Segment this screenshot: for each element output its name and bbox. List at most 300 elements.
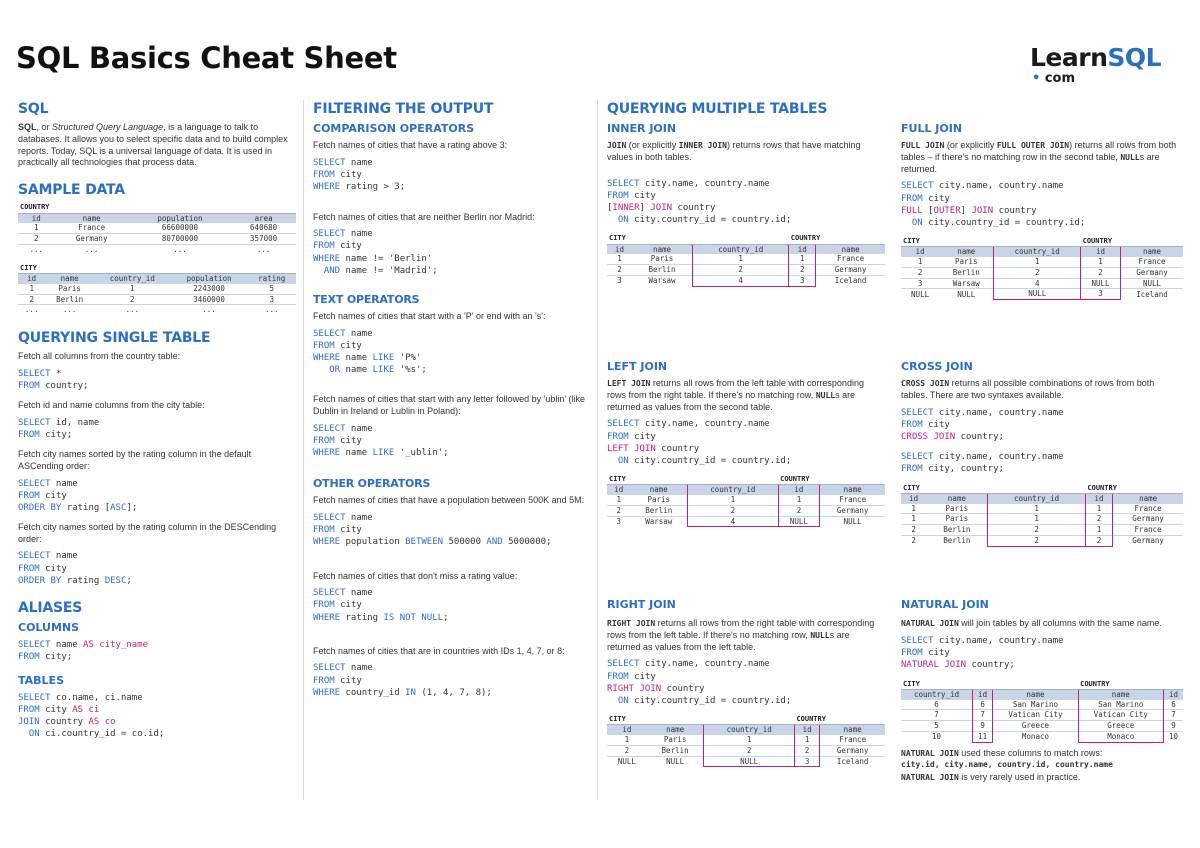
- table-header-cell: id: [778, 485, 820, 495]
- code-block: SELECT city.name, country.name FROM city RIGHT JOIN country ON city.country_id = country.id;: [607, 659, 792, 706]
- table-cell: 10: [901, 731, 973, 742]
- cross-join-heading: CROSS JOIN: [901, 360, 973, 373]
- code-block: SELECT name FROM city WHERE rating > 3;: [313, 158, 406, 193]
- comparison-heading: COMPARISON OPERATORS: [313, 122, 475, 136]
- table-header-cell: id: [607, 485, 631, 495]
- t: returns all rows from the right table with corresponding rows from the left table. If there's no matching row,: [607, 618, 875, 640]
- t: (or explicitly: [626, 140, 679, 151]
- desc: [901, 378, 1183, 401]
- logo-sql: SQL: [1107, 43, 1162, 72]
- table-row: [607, 745, 885, 756]
- table-cell: France: [837, 254, 865, 264]
- code-block: SELECT name FROM city WHERE population BETWEEN 500000 AND 5000000;: [313, 513, 552, 548]
- table-cell: NULL: [647, 756, 704, 767]
- table-cell: 1: [911, 503, 916, 513]
- table-cell: ...: [55, 244, 129, 254]
- kw: CROSS JOIN: [901, 379, 950, 389]
- table-cell: 1: [617, 254, 622, 264]
- table-name: COUNTRY: [18, 203, 296, 213]
- table-cell: 1: [917, 257, 923, 267]
- table-cell: 1: [34, 223, 39, 233]
- table-cell: Germany: [816, 265, 885, 276]
- sql-intro-rest: , is a language to talk to databases. It allows you to select specific data and to build complex reports. Today, SQL is a universal language of data. It is used in practically all technologies that process data.: [18, 122, 288, 168]
- table-cell: Iceland: [820, 756, 885, 767]
- table-header-cell: name: [632, 244, 693, 254]
- column-1: [18, 100, 296, 752]
- kw: NULL: [1120, 152, 1140, 162]
- table-cell: ...: [231, 244, 296, 254]
- table-row: [607, 495, 885, 505]
- desc: Fetch names of cities that have a population between 500K and 5M:: [313, 495, 585, 506]
- desc: [607, 618, 885, 653]
- table-header-cell: id: [973, 689, 993, 699]
- table-row: [607, 505, 885, 516]
- table-cell: ...: [129, 244, 231, 254]
- table-cell: Germany: [1113, 514, 1183, 525]
- table-name: CITY: [901, 483, 1085, 493]
- code-block: SELECT name FROM city WHERE name LIKE 'P%' OR name LIKE '%s';: [313, 328, 427, 376]
- table-cell: Berlin: [926, 525, 987, 536]
- table-cell: 7: [1163, 710, 1183, 721]
- table-cell: 2: [789, 265, 816, 276]
- table-header-cell: name: [45, 274, 94, 284]
- table-cell: Warsaw: [939, 278, 994, 289]
- table-header-cell: name: [820, 485, 885, 495]
- table-cell: 1: [693, 254, 789, 264]
- table-cell: 1: [1085, 525, 1112, 536]
- code-block: SELECT name FROM city ORDER BY rating DESC;: [18, 551, 132, 586]
- table-row: [607, 756, 885, 767]
- table-cell: NULL: [820, 516, 885, 527]
- kw: FULL JOIN: [901, 141, 945, 151]
- table-cell: 6: [934, 699, 939, 709]
- code-block: SELECT city.name, country.name FROM city LEFT JOIN country ON city.country_id = country.id;: [607, 419, 792, 466]
- table-header-cell: population: [171, 274, 248, 284]
- natural-note-3: [901, 772, 1183, 784]
- table-header-row: [901, 689, 1183, 699]
- table-cell: 2: [901, 525, 926, 536]
- table-cell: 4: [688, 516, 779, 527]
- desc: [607, 378, 885, 413]
- table-name: CITY: [607, 475, 778, 485]
- column-2: [313, 100, 588, 707]
- inner-join-section: [607, 122, 885, 292]
- t: used these columns to match rows:: [958, 747, 1103, 758]
- table-cell: 2: [901, 535, 926, 546]
- t: s are returned as values from the second table.: [607, 389, 856, 412]
- full-join-section: [901, 122, 1183, 305]
- code-block: SELECT co.name, ci.name FROM city AS ci JOIN country AS co ON ci.country_id = co.id;: [18, 692, 165, 740]
- code-block: SELECT * FROM country;: [18, 369, 89, 392]
- table-cell: 1: [988, 504, 1086, 514]
- table-cell: ...: [94, 305, 171, 315]
- table-cell: Greece: [1078, 721, 1163, 732]
- table-header-cell: name: [55, 213, 129, 223]
- table-cell: Vatican City: [1078, 710, 1163, 721]
- column-divider: [303, 100, 304, 800]
- t: (or explicitly: [944, 140, 997, 151]
- table-header-cell: country_id: [94, 274, 171, 284]
- table-name: CITY: [607, 715, 794, 725]
- table-cell: 7: [973, 710, 993, 721]
- table-row: [901, 721, 1183, 732]
- kw: NATURAL JOIN: [901, 748, 959, 758]
- table-header-cell: name: [1113, 493, 1183, 503]
- inner-join-heading: INNER JOIN: [607, 122, 677, 135]
- table-cell: NULL: [994, 289, 1081, 300]
- table-row: [901, 267, 1183, 278]
- table-row: [18, 244, 296, 254]
- table-name: CITY: [901, 679, 1078, 689]
- kw: NULL: [810, 630, 830, 640]
- table-cell: 2243000: [193, 283, 225, 293]
- table-cell: 2: [18, 234, 55, 245]
- learnsql-logo[interactable]: [1030, 42, 1180, 87]
- cross-join-section: [901, 360, 1183, 552]
- table-header-cell: name: [647, 725, 704, 735]
- logo-dot: •: [1032, 70, 1041, 86]
- table-cell: 2: [994, 267, 1081, 278]
- sql-intro-sep: , or: [36, 122, 53, 133]
- table-cell: 357000: [231, 234, 296, 245]
- kw: NATURAL JOIN: [901, 772, 959, 782]
- page-title: SQL Basics Cheat Sheet: [16, 41, 397, 75]
- table-header-cell: id: [789, 244, 816, 254]
- table-cell: 1: [901, 514, 926, 525]
- kw: NATURAL JOIN: [901, 619, 959, 629]
- left-join-section: [607, 360, 885, 532]
- country-sample-table: [18, 203, 296, 255]
- table-row: [18, 234, 296, 245]
- table-cell: ...: [247, 305, 296, 315]
- table-row: [18, 284, 296, 294]
- table-row: [901, 535, 1183, 546]
- table-name: COUNTRY: [789, 234, 885, 244]
- table-header-cell: id: [18, 213, 55, 223]
- desc: Fetch city names sorted by the rating column in the default ASCending order:: [18, 449, 252, 471]
- desc: [607, 140, 885, 163]
- table-cell: 2: [1081, 267, 1121, 278]
- table-cell: NULL: [1121, 278, 1184, 289]
- table-cell: 3: [247, 294, 296, 305]
- left-join-heading: LEFT JOIN: [607, 360, 668, 373]
- aliases-heading: ALIASES: [18, 599, 83, 616]
- table-cell: Germany: [820, 745, 885, 756]
- t: s are returned.: [901, 151, 1160, 174]
- table-header-cell: id: [901, 247, 939, 257]
- table-cell: NULL: [778, 516, 820, 527]
- table-cell: ...: [171, 305, 248, 315]
- code-block: SELECT city.name, country.name FROM city, country;: [901, 452, 1064, 475]
- table-header-row: [901, 247, 1183, 257]
- table-cell: San Marino: [1012, 699, 1059, 709]
- table-cell: Iceland: [816, 275, 885, 286]
- filtering-heading: FILTERING THE OUTPUT: [313, 101, 494, 117]
- table-cell: 4: [994, 278, 1081, 289]
- table-cell: 1: [688, 495, 779, 505]
- column-divider: [597, 100, 598, 800]
- table-name: COUNTRY: [1078, 679, 1183, 689]
- table-header-cell: id: [1085, 493, 1112, 503]
- table-cell: 2: [901, 267, 939, 278]
- kw: JOIN: [607, 141, 627, 151]
- table-cell: 7: [901, 710, 973, 721]
- table-header-cell: country_id: [994, 247, 1081, 257]
- full-join-result: [901, 237, 1183, 300]
- code-block: SELECT name FROM city WHERE rating IS NOT NULL;: [313, 588, 449, 623]
- table-row: [607, 254, 885, 264]
- t: ) returns all rows from both tables – if there's no matching row in the second table,: [901, 140, 1177, 162]
- table-cell: France: [839, 495, 867, 505]
- table-cell: 1: [794, 735, 819, 745]
- table-row: [901, 710, 1183, 721]
- logo-com: com: [1044, 70, 1076, 86]
- t: returns all possible combinations of rows from both tables. There are two syntaxes available.: [901, 378, 1155, 400]
- sample-data-section: [18, 181, 296, 315]
- desc: Fetch names of cities that start with a 'P' or end with an 's':: [313, 311, 546, 322]
- kw: FULL OUTER JOIN: [996, 141, 1070, 151]
- natural-join-section: [901, 598, 1183, 788]
- natural-note-1: [901, 748, 1183, 760]
- table-cell: San Marino: [1078, 700, 1163, 710]
- inner-join-result: [607, 234, 885, 287]
- table-cell: 3: [901, 278, 939, 289]
- other-operators-heading: OTHER OPERATORS: [313, 477, 431, 491]
- multi-heading-wrap: [607, 100, 1167, 122]
- city-sample-table: [18, 264, 296, 316]
- kw: NULL: [815, 390, 836, 400]
- code-block: SELECT name AS city_name FROM city;: [18, 640, 149, 663]
- table-cell: France: [839, 735, 867, 745]
- desc: [901, 618, 1183, 630]
- table-header-cell: id: [1081, 247, 1121, 257]
- table-cell: 2: [94, 294, 171, 305]
- desc: Fetch all columns from the country table:: [18, 351, 181, 362]
- table-cell: Greece: [993, 721, 1078, 732]
- table-name: COUNTRY: [794, 715, 885, 725]
- table-header-cell: country_id: [693, 244, 789, 254]
- table-header-row: [18, 213, 296, 223]
- desc: Fetch names of cities that are neither Berlin nor Madrid:: [313, 211, 535, 222]
- table-cell: ...: [45, 305, 94, 315]
- t: will join tables by all columns with the same name.: [958, 618, 1162, 629]
- table-cell: Paris: [954, 257, 978, 267]
- code-block: SELECT city.name, country.name FROM city FULL [OUTER] JOIN country ON city.country_id = country.id;: [901, 181, 1086, 228]
- kw: LEFT JOIN: [607, 379, 651, 389]
- table-cell: 2: [607, 265, 632, 276]
- table-header-row: [18, 274, 296, 284]
- table-row: [901, 504, 1183, 514]
- table-cell: Berlin: [45, 294, 94, 305]
- table-cell: 1: [130, 283, 135, 293]
- table-name: CITY: [18, 264, 296, 274]
- desc: Fetch names of cities that are in countries with IDs 1, 4, 7, or 8:: [313, 645, 565, 656]
- table-cell: France: [1134, 503, 1162, 513]
- cross-join-result: [901, 483, 1183, 546]
- table-cell: 1: [994, 257, 1081, 267]
- logo-learn: Learn: [1030, 43, 1108, 72]
- table-cell: Berlin: [647, 745, 704, 756]
- table-row: [18, 305, 296, 315]
- table-cell: 6: [973, 700, 993, 710]
- table-cell: 2: [988, 525, 1086, 536]
- code-block: SELECT city.name, country.name FROM city [INNER] JOIN country ON city.country_id = country.id;: [607, 178, 792, 226]
- table-cell: 1: [988, 514, 1086, 525]
- table-cell: Germany: [820, 505, 885, 516]
- table-cell: 1: [789, 254, 816, 264]
- left-join-result: [607, 475, 885, 528]
- table-cell: 9: [1163, 721, 1183, 732]
- table-cell: Paris: [945, 503, 969, 513]
- table-cell: Paris: [647, 495, 671, 505]
- table-header-cell: population: [129, 213, 231, 223]
- table-header-cell: country_id: [704, 725, 795, 735]
- table-cell: 1: [1081, 257, 1121, 267]
- table-cell: France: [1138, 257, 1166, 267]
- table-header-cell: id: [18, 274, 45, 284]
- right-join-section: [607, 598, 885, 772]
- code-block: SELECT city.name, country.name FROM city CROSS JOIN country;: [901, 407, 1064, 442]
- code-block: SELECT id, name FROM city;: [18, 417, 100, 441]
- table-cell: 1: [704, 735, 795, 745]
- table-cell: Germany: [55, 234, 129, 245]
- table-cell: NULL: [1081, 278, 1121, 289]
- table-header-cell: country_id: [988, 493, 1086, 503]
- t: returns all rows from the left table with corresponding rows from the right table. If there's no matching row,: [607, 378, 864, 400]
- table-name: CITY: [607, 234, 789, 244]
- table-cell: 2: [1085, 514, 1112, 525]
- table-header-row: [607, 244, 885, 254]
- table-header-cell: area: [231, 213, 296, 223]
- table-row: [901, 289, 1183, 300]
- table-header-cell: name: [816, 244, 885, 254]
- code-block: SELECT city.name, country.name FROM city NATURAL JOIN country;: [901, 635, 1064, 671]
- kw: INNER JOIN: [678, 141, 727, 151]
- sql-intro-bold: SQL: [18, 122, 37, 133]
- table-row: [901, 514, 1183, 525]
- table-cell: Paris: [650, 254, 674, 264]
- table-header-cell: id: [1163, 689, 1183, 699]
- table-cell: Berlin: [926, 535, 987, 546]
- table-cell: 3: [1081, 289, 1121, 300]
- table-cell: 2: [693, 265, 789, 276]
- table-name: COUNTRY: [1081, 237, 1183, 247]
- table-cell: 2: [988, 535, 1086, 546]
- table-cell: 1: [1085, 504, 1112, 514]
- right-join-result: [607, 715, 885, 768]
- sql-intro-italic: Structured Query Language: [52, 122, 164, 133]
- sql-heading: SQL: [18, 101, 49, 117]
- table-cell: NULL: [704, 756, 795, 767]
- table-header-cell: country_id: [901, 689, 973, 699]
- table-cell: Iceland: [1121, 289, 1184, 300]
- table-cell: NULL: [939, 289, 994, 300]
- table-header-cell: country_id: [688, 485, 779, 495]
- table-row: [607, 516, 885, 527]
- single-table-heading: QUERYING SINGLE TABLE: [18, 330, 211, 347]
- table-row: [901, 525, 1183, 536]
- aliases-columns-heading: COLUMNS: [18, 621, 80, 635]
- table-header-row: [901, 493, 1183, 503]
- table-cell: NULL: [901, 289, 939, 300]
- table-row: [18, 223, 296, 233]
- aliases-section: [18, 599, 296, 741]
- desc: [901, 140, 1183, 175]
- table-cell: 3460000: [171, 294, 248, 305]
- table-cell: 3: [789, 275, 816, 286]
- table-header-cell: name: [926, 493, 987, 503]
- table-cell: Paris: [58, 283, 81, 293]
- table-cell: Berlin: [939, 267, 994, 278]
- table-body: [18, 223, 296, 254]
- table-cell: Germany: [1113, 535, 1183, 546]
- natural-join-result: [901, 679, 1183, 742]
- table-cell: Monaco: [1078, 731, 1163, 742]
- table-header-row: [607, 485, 885, 495]
- table-cell: 4: [693, 275, 789, 286]
- table-cell: France: [78, 223, 106, 233]
- table-cell: NULL: [607, 756, 647, 767]
- text-operators-heading: TEXT OPERATORS: [313, 292, 420, 306]
- table-cell: ...: [18, 244, 55, 254]
- table-header-cell: name: [939, 247, 994, 257]
- sql-intro: [18, 122, 296, 169]
- table-cell: Paris: [663, 735, 687, 745]
- sql-section: [18, 100, 296, 169]
- table-row: [901, 257, 1183, 267]
- table-cell: 2: [778, 505, 820, 516]
- table-cell: Berlin: [632, 265, 693, 276]
- table-header-cell: id: [901, 493, 926, 503]
- table-cell: 3: [607, 275, 632, 286]
- table-header-cell: rating: [247, 274, 296, 284]
- table-cell: 66600000: [161, 223, 199, 233]
- full-join-heading: FULL JOIN: [901, 122, 963, 135]
- table-header-cell: name: [631, 485, 688, 495]
- table-cell: 11: [973, 731, 993, 742]
- table-row: [607, 735, 885, 745]
- table-header-cell: name: [1121, 247, 1184, 257]
- natural-note-2: city.id, city.name, country.id, country.name: [901, 760, 1113, 770]
- single-table-section: [18, 329, 296, 587]
- table-cell: Warsaw: [631, 516, 688, 527]
- table-name: COUNTRY: [1085, 483, 1183, 493]
- t: s are returned as values from the left table.: [607, 629, 850, 652]
- table-cell: Warsaw: [632, 275, 693, 286]
- table-cell: 2: [688, 505, 779, 516]
- table-cell: Germany: [1121, 267, 1184, 278]
- table-cell: 6: [1171, 699, 1176, 709]
- table-row: [607, 265, 885, 276]
- code-block: SELECT name FROM city ORDER BY rating [ASC];: [18, 478, 138, 513]
- table-cell: 1: [616, 495, 622, 505]
- natural-join-heading: NATURAL JOIN: [901, 598, 989, 611]
- table-cell: 1: [778, 495, 820, 505]
- code-block: SELECT name FROM city WHERE country_id IN (1, 4, 7, 8);: [313, 663, 492, 698]
- table-cell: Vatican City: [993, 710, 1078, 721]
- table-cell: 2: [704, 745, 795, 756]
- aliases-tables-heading: TABLES: [18, 673, 64, 687]
- desc: Fetch id and name columns from the city table:: [18, 400, 205, 411]
- table-header-cell: id: [607, 244, 632, 254]
- table-cell: 2: [607, 745, 647, 756]
- table-cell: 2: [794, 745, 819, 756]
- table-cell: 1: [624, 735, 630, 745]
- table-cell: 1: [29, 283, 34, 293]
- desc: Fetch names of cities that have a rating above 3:: [313, 140, 508, 151]
- right-join-heading: RIGHT JOIN: [607, 598, 676, 611]
- table-header-cell: name: [820, 725, 885, 735]
